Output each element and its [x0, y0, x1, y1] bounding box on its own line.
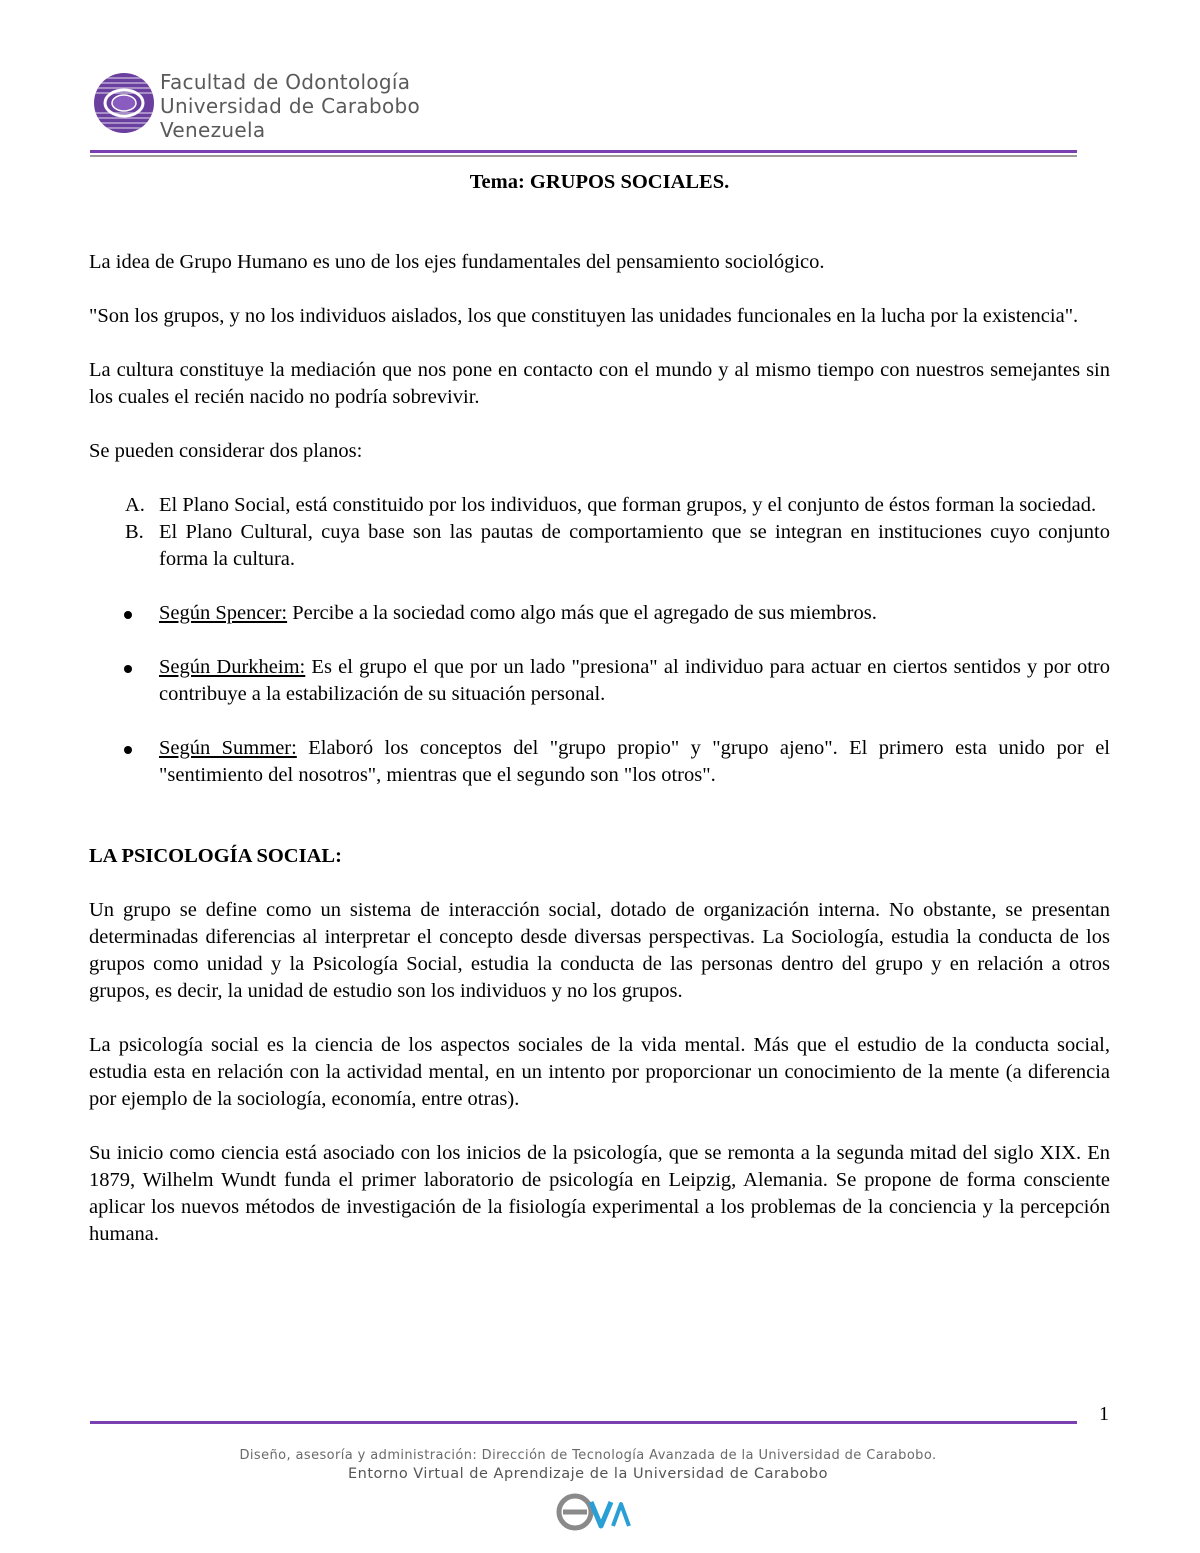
quote-paragraph: "Son los grupos, y no los individuos aislados, los que constituyen las unidades funcionales en la lucha por la existencia". [89, 305, 1079, 327]
section-paragraph: Un grupo se define como un sistema de interacción social, dotado de organización interna. No obstante, se presentan determinadas diferencias al interpretar el concepto desde diversas perspectivas. La Sociología, estudia la conducta de los grupos como unidad y la Psicología Social, estudia la conducta de las personas dentro del grupo y en relación a otros grupos, es decir, la unidad de estudio son los individuos y no los grupos. [89, 899, 1110, 1002]
header-rule-secondary [90, 155, 1077, 157]
footer-rule [90, 1421, 1077, 1424]
list-item [159, 654, 1110, 708]
eva-logo-icon [555, 1488, 635, 1536]
list-marker: B. [125, 521, 144, 543]
culture-paragraph: La cultura constituye la mediación que nos pone en contacto con el mundo y al mismo tiempo con nuestros semejantes sin los cuales el recién nacido no podría sobrevivir. [89, 359, 1110, 408]
page-number: 1 [1099, 1403, 1109, 1425]
institution-line-university: Universidad de Carabobo [160, 94, 421, 118]
author-label: Según Spencer: [159, 602, 288, 624]
footer-platform: Entorno Virtual de Aprendizaje de la Universidad de Carabobo [348, 1466, 828, 1482]
list-item [159, 600, 1110, 627]
list-marker: A. [125, 494, 145, 516]
document-body [89, 169, 1110, 1275]
section-paragraph: Su inicio como ciencia está asociado con los inicios de la psicología, que se remonta a la segunda mitad del siglo XIX. En 1879, Wilhelm Wundt funda el primer laboratorio de psicología en Leipzig, Alemania. Se propone de forma consciente aplicar los nuevos métodos de investigación de la fisiología experimental a los problemas de la conciencia y la percepción humana. [89, 1142, 1110, 1245]
author-text: Percibe a la sociedad como algo más que el agregado de sus miembros. [287, 602, 877, 624]
planes-list [89, 492, 1110, 573]
section-paragraph: La psicología social es la ciencia de los aspectos sociales de la vida mental. Más que el estudio de la conducta social, estudia esta en relación con la actividad mental, en un intento por proporcionar un conocimiento de la mente (a diferencia por ejemplo de la sociología, economía, entre otras). [89, 1034, 1110, 1110]
document-title: Tema: GRUPOS SOCIALES. [469, 171, 730, 193]
list-item [125, 519, 1110, 573]
author-text: Es el grupo el que por un lado "presiona" al individuo para actuar en ciertos sentidos y por otro contribuye a la estabilización de su situación personal. [159, 656, 1110, 705]
authors-list [89, 600, 1110, 789]
university-seal-icon [93, 72, 155, 134]
list-item-text: El Plano Social, está constituido por los individuos, que forman grupos, y el conjunto de éstos forman la sociedad. [159, 494, 1097, 516]
bullet-icon [124, 746, 132, 754]
bullet-icon [124, 665, 132, 673]
page-header [90, 62, 1076, 154]
bullet-icon [124, 611, 132, 619]
institution-name [160, 70, 420, 142]
section-heading: LA PSICOLOGÍA SOCIAL: [89, 845, 342, 867]
list-item-text: El Plano Cultural, cuya base son las pautas de comportamiento que se integran en instituciones cuyo conjunto forma la cultura. [159, 521, 1110, 570]
author-label: Según Durkheim: [159, 656, 306, 678]
institution-line-faculty: Facultad de Odontología [160, 70, 411, 94]
planes-intro: Se pueden considerar dos planos: [89, 440, 363, 462]
footer-credit: Diseño, asesoría y administración: Dirección de Tecnología Avanzada de la Universidad de Carabobo. [239, 1448, 937, 1463]
eva-logo-text: eva [617, 1534, 619, 1535]
institution-line-country: Venezuela [160, 118, 266, 142]
list-item [125, 492, 1110, 519]
header-rule [90, 150, 1077, 153]
author-label: Según Summer: [159, 737, 297, 759]
intro-paragraph: La idea de Grupo Humano es uno de los ejes fundamentales del pensamiento sociológico. [89, 251, 825, 273]
author-text: Elaboró los conceptos del "grupo propio" y "grupo ajeno". El primero esta unido por el "sentimiento del nosotros", mientras que el segundo son "los otros". [159, 737, 1110, 786]
list-item [159, 735, 1110, 789]
